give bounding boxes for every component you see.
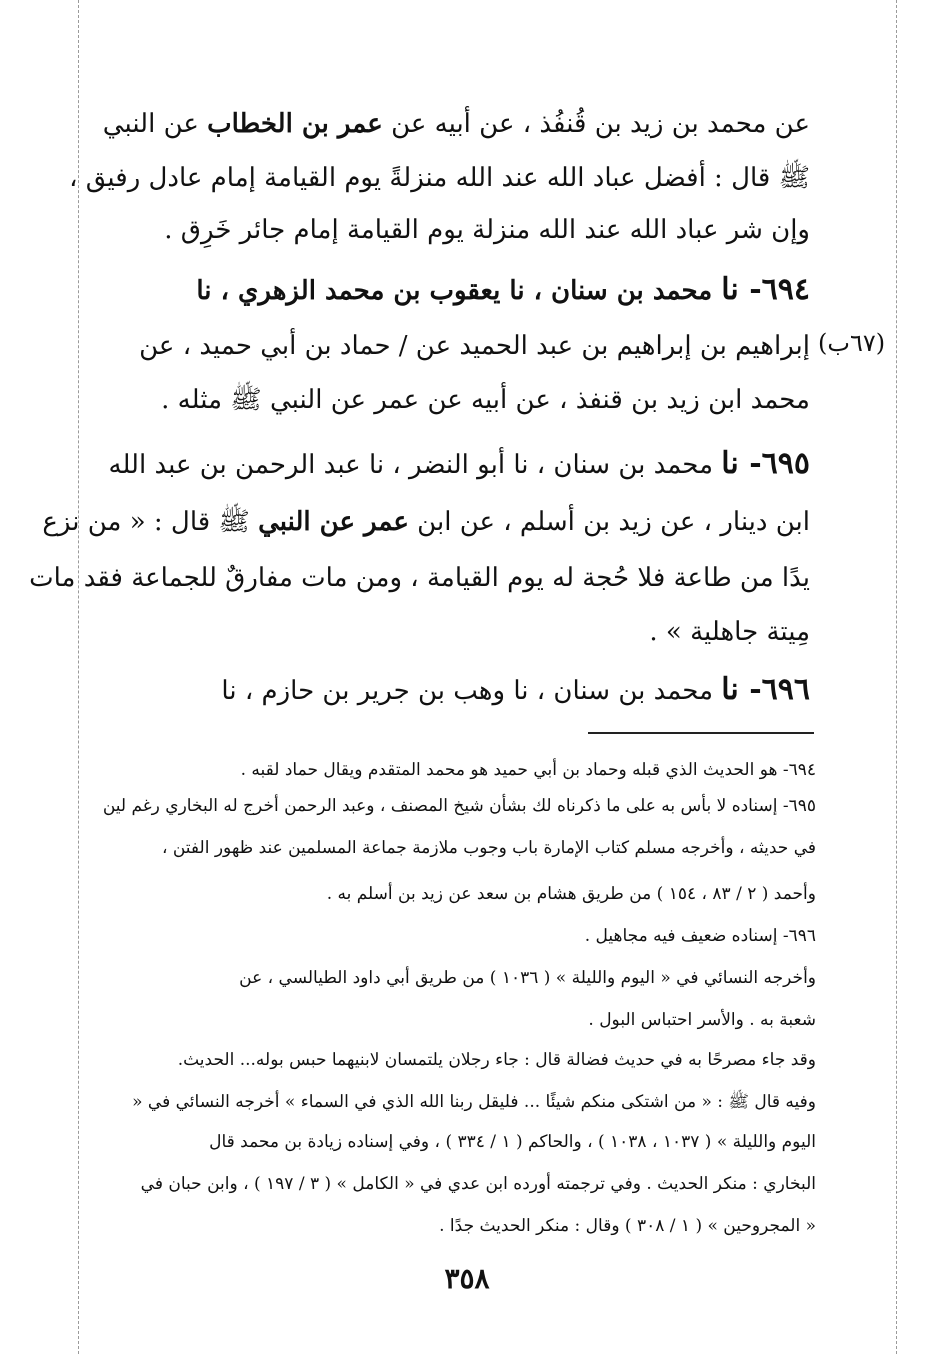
text-run: يدًا من طاعة فلا حُجة له يوم القيامة ، ومن مات مفارقٌ للجماعة فقد مات (29, 563, 810, 593)
main-line-10 (100, 606, 810, 658)
text-run: محمد بن سنان ، نا أبو النضر ، نا عبد الرحمن بن عبد الله (108, 450, 722, 480)
footnote-line: ٦٩٤- هو الحديث الذي قبله وحماد بن أبي حميد هو محمد المتقدم ويقال حماد لقبه . (240, 760, 816, 780)
footnote-line: وقد جاء مصرحًا به في حديث فضالة قال : جاء رجلان يلتمسان لابنيهما حبس بوله... الحديث. (177, 1050, 816, 1070)
footnote-separator (588, 732, 814, 734)
main-line-5 (100, 320, 810, 372)
text-run: ﷺ قال : أفضل عباد الله عند الله منزلةً يوم القيامة إمام عادل رفيق ، (69, 163, 810, 193)
main-line-8 (42, 496, 810, 548)
footnote-line: ٦٩٦- إسناده ضعيف فيه مجاهيل . (584, 926, 816, 946)
hadith-number: ٦٩٤- نا (721, 272, 810, 307)
text-run: مِيتة جاهلية » . (649, 617, 810, 647)
hadith-number: ٦٩٥- نا (721, 446, 810, 481)
narrator-name: عمر بن الخطاب (207, 109, 383, 139)
main-line-11 (100, 664, 810, 716)
footnote-line: البخاري : منكر الحديث . وفي ترجمته أورده ابن عدي في « الكامل » ( ٣ / ١٩٧ ) ، وابن حبان في (140, 1174, 816, 1194)
footnote-line: اليوم والليلة » ( ١٠٣٧ ، ١٠٣٨ ) ، والحاكم ( ١ / ٣٣٤ ) ، وفي إسناده زيادة بن محمد قال (209, 1132, 816, 1152)
text-run: عن النبي (102, 109, 208, 139)
narrator-name: عمر عن النبي (258, 507, 409, 537)
main-line-6 (100, 374, 810, 426)
main-line-2 (69, 152, 810, 204)
text-run: عن محمد بن زيد بن قُنفُذ ، عن أبيه عن (382, 109, 810, 139)
text-run: ابن دينار ، عن زيد بن أسلم ، عن ابن (408, 507, 810, 537)
main-line-3 (100, 204, 810, 256)
main-line-4 (100, 264, 810, 316)
footnote-line: ٦٩٥- إسناده لا بأس به على ما ذكرناه لك بشأن شيخ المصنف ، وعبد الرحمن أخرج له البخاري رغم لين (102, 796, 816, 816)
main-line-9 (29, 552, 810, 604)
text-run: محمد بن سنان ، نا يعقوب بن محمد الزهري ، نا (196, 276, 722, 306)
right-margin-guide (896, 0, 897, 1354)
text-run: محمد بن سنان ، نا وهب بن جرير بن حازم ، نا (221, 676, 722, 706)
footnote-line: « المجروحين » ( ١ / ٣٠٨ ) وقال : منكر الحديث جدًا . (439, 1216, 816, 1236)
footnote-line: شعبة به . والأسر احتباس البول . (588, 1010, 816, 1030)
main-line-7 (100, 438, 810, 490)
footnote-line: وفيه قال ﷺ : « من اشتكى منكم شيئًا ... فليقل ربنا الله الذي في السماء » أخرجه النسائي في « (132, 1092, 816, 1112)
footnote-line: في حديثه ، وأخرجه مسلم كتاب الإمارة باب وجوب ملازمة جماعة المسلمين عند ظهور الفتن ، (161, 838, 816, 858)
page-number: ٣٥٨ (444, 1262, 490, 1295)
text-run: وإن شر عباد الله عند الله منزلة يوم القيامة إمام جائر خَرِق . (164, 215, 810, 245)
footnote-line: وأخرجه النسائي في « اليوم والليلة » ( ١٠٣٦ ) من طريق أبي داود الطيالسي ، عن (239, 968, 816, 988)
footnote-line: وأحمد ( ٢ / ٨٣ ، ١٥٤ ) من طريق هشام بن سعد عن زيد بن أسلم به . (326, 884, 816, 904)
text-run: محمد ابن زيد بن قنفذ ، عن أبيه عن عمر عن النبي ﷺ مثله . (161, 385, 810, 415)
main-line-1 (100, 98, 810, 150)
hadith-number: ٦٩٦- نا (721, 672, 810, 707)
text-run: ﷺ قال : « من نزع (42, 507, 259, 537)
text-run: إبراهيم بن إبراهيم بن عبد الحميد عن / حماد بن أبي حميد ، عن (139, 331, 810, 361)
manuscript-folio-note: (٦٧ب) (818, 329, 886, 357)
